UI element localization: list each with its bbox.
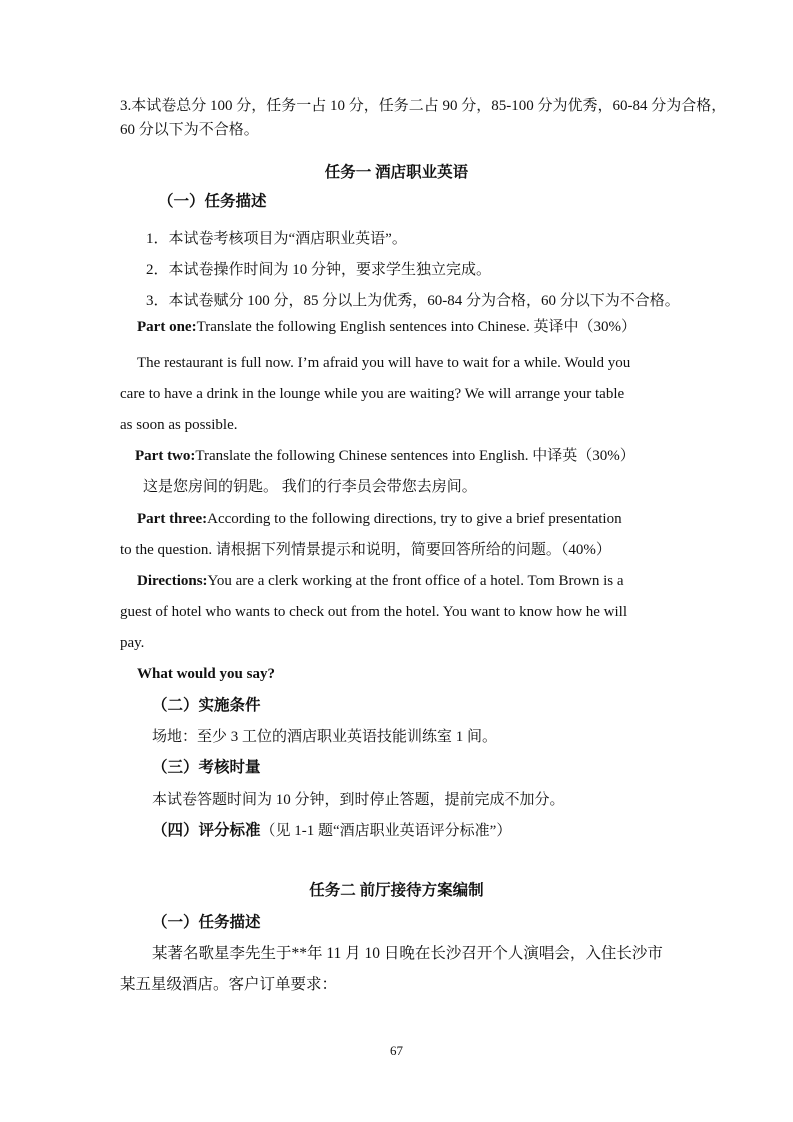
task1-desc-heading: （一）任务描述 xyxy=(158,193,267,210)
part-two-label: Part two: xyxy=(135,448,196,464)
task2-text-line-1: 某著名歌星李先生于**年 11 月 10 日晚在长沙召开个人演唱会，入住长沙市 xyxy=(152,945,663,962)
part-one-instruction: Translate the following English sentences into Chinese. 英译中（30%） xyxy=(196,319,636,335)
intro-line-2: 60 分以下为不合格。 xyxy=(120,122,259,138)
task1-item-1: 1．本试卷考核项目为“酒店职业英语”。 xyxy=(146,231,407,247)
task1-item-3: 3．本试卷赋分 100 分，85 分以上为优秀，60-84 分为合格，60 分以下为不合格。 xyxy=(146,293,680,309)
part-one-line xyxy=(137,317,636,337)
part-two-passage: 这是您房间的钥匙。 我们的行李员会带您去房间。 xyxy=(143,479,477,495)
task2-title: 任务二 前厅接待方案编制 xyxy=(309,882,484,899)
part-three-instruction: According to the following directions, try to give a brief presentation xyxy=(207,511,622,527)
question-line: What would you say? xyxy=(137,666,275,682)
part-three-instruction-cont: to the question. 请根据下列情景提示和说明，简要回答所给的问题。（40%） xyxy=(120,542,611,558)
criteria-text: （见 1-1 题“酒店职业英语评分标准”） xyxy=(260,823,512,839)
part-one-passage-2: care to have a drink in the lounge while you are waiting? We will arrange your table xyxy=(120,386,625,402)
criteria-line xyxy=(152,821,511,841)
part-three-line xyxy=(137,509,622,529)
directions-label: Directions: xyxy=(137,573,208,589)
directions-text-3: pay. xyxy=(120,635,145,651)
directions-line xyxy=(137,571,623,591)
directions-text-1: You are a clerk working at the front office of a hotel. Tom Brown is a xyxy=(207,573,624,589)
task2-text-line-2: 某五星级酒店。客户订单要求： xyxy=(120,976,338,993)
task1-title: 任务一 酒店职业英语 xyxy=(324,164,469,181)
page-number: 67 xyxy=(390,1043,403,1058)
part-three-label: Part three: xyxy=(137,511,208,527)
task2-desc-heading: （一）任务描述 xyxy=(152,914,261,931)
intro-line-1: 3.本试卷总分 100 分，任务一占 10 分，任务二占 90 分，85-100 分为优秀，60-84 分为合格， xyxy=(120,98,727,114)
part-two-instruction: Translate the following Chinese sentences into English. 中译英（30%） xyxy=(195,448,635,464)
part-one-passage-3: as soon as possible. xyxy=(120,417,238,433)
part-two-line xyxy=(135,446,635,466)
task1-item-2: 2．本试卷操作时间为 10 分钟，要求学生独立完成。 xyxy=(146,262,492,278)
part-one-passage-1: The restaurant is full now. I’m afraid you will have to wait for a while. Would you xyxy=(137,355,631,371)
time-text: 本试卷答题时间为 10 分钟，到时停止答题，提前完成不加分。 xyxy=(152,792,565,808)
part-one-label: Part one: xyxy=(137,319,197,335)
conditions-text: 场地：至少 3 工位的酒店职业英语技能训练室 1 间。 xyxy=(152,729,498,745)
criteria-heading: （四）评分标准 xyxy=(152,822,261,839)
conditions-heading: （二）实施条件 xyxy=(152,697,261,714)
time-heading: （三）考核时量 xyxy=(152,759,261,776)
directions-text-2: guest of hotel who wants to check out from the hotel. You want to know how he will xyxy=(120,604,628,620)
